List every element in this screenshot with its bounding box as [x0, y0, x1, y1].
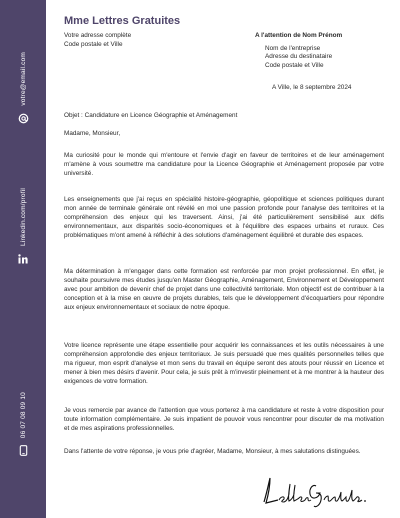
linkedin-text: Linkedin.com/profil — [19, 188, 27, 246]
recipient-attention: A l'attention de Nom Prénom — [255, 32, 343, 39]
phone-text: 06 07 08 09 10 — [19, 392, 27, 439]
phone-icon — [19, 443, 28, 461]
email-text: votre@email.com — [19, 52, 27, 106]
body-paragraph-3: Ma détermination à m'engager dans cette formation est renforcée par mon projet professionnel. En effet, je souhaite poursuivre mes études jusqu'en Master Géographie, Aménagement, Environnement et Développement avec pour ambition de devenir chef de projet dans une collectivité territoriale. Mon objectif est de contribuer à la conception et à la mise en œuvre de projets durables, tels que le développement d'écoquartiers pour répondre aux enjeux environnementaux et sociaux de notre époque. — [64, 268, 384, 311]
letter-object: Objet : Candidature en Licence Géographie et Aménagement — [64, 112, 238, 119]
sidebar-linkedin[interactable] — [0, 188, 46, 269]
sender-name: Mme Lettres Gratuites — [64, 15, 181, 27]
body-paragraph-1: Ma curiosité pour le monde qui m'entoure et l'envie d'agir en faveur de territoires et de leur aménagement m'amène à vous soumettre ma candidature pour la Licence Géographie et Aménagement proposée par votre université. — [64, 152, 384, 177]
signature-icon — [258, 472, 368, 512]
recipient-block — [255, 32, 342, 70]
at-icon — [18, 111, 29, 129]
sender-address — [64, 32, 131, 49]
recipient-address: Adresse du destinataire — [265, 53, 333, 61]
signature — [258, 472, 368, 517]
sidebar-phone[interactable] — [0, 392, 46, 461]
sidebar-email[interactable] — [0, 52, 46, 129]
recipient-city: Code postale et Ville — [265, 61, 324, 69]
sender-address-line2: Code postale et Ville — [64, 40, 123, 48]
sender-address-line1: Votre adresse complète — [64, 32, 132, 39]
body-paragraph-2: Les enseignements que j'ai reçus en spécialité histoire-géographie, géopolitique et sciences politiques durant mon année de terminale générale ont révélé en moi une passion profonde pour l'analyse des territoires et la compréhension des enjeux qui les traversent. Ainsi, j'ai été particulièrement sensibilisé aux défis environnementaux, aux disparités socio-économiques et à l'équilibre des espaces urbains et ruraux. Ces problématiques m'ont amené à réfléchir à des solutions d'aménagement équilibré et durable des espaces. — [64, 196, 384, 239]
letter-date: A Ville, le 8 septembre 2024 — [272, 84, 352, 91]
body-paragraph-5: Je vous remercie par avance de l'attention que vous porterez à ma candidature et reste à votre disposition pour toute information complémentaire. Je suis impatient de pouvoir vous rencontrer pour discuter de ma motivation et de mes aspirations professionnelles. — [64, 407, 384, 432]
linkedin-icon — [18, 251, 28, 269]
salutation: Madame, Monsieur, — [64, 130, 121, 137]
recipient-company: Nom de l'entreprise — [265, 44, 321, 52]
body-paragraph-6: Dans l'attente de votre réponse, je vous prie d'agréer, Madame, Monsieur, à mes salutations distinguées. — [64, 448, 361, 455]
sidebar — [0, 0, 46, 518]
body-paragraph-4: Votre licence représente une étape essentielle pour acquérir les connaissances et les outils nécessaires à une compréhension approfondie des enjeux territoriaux. Je suis persuadé que mes qualités personnelles telles que ma rigueur, mon esprit d'analyse et mon sens du travail en équipe seront des atouts pour réussir en Licence et mener à bien mes désirs d'avenir. Pour cela, je suis prêt à m'investir pleinement et à me montrer à la hauteur des exigences de votre formation. — [64, 342, 384, 385]
